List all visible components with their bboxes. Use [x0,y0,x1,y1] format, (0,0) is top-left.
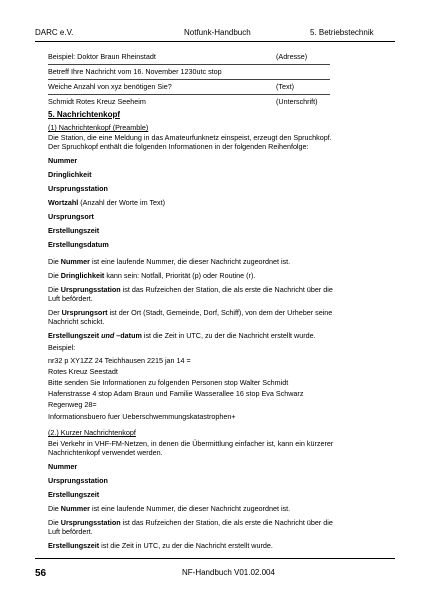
example-box-divider [48,94,330,95]
field-label: Ursprungsstation [48,476,108,485]
definition-dringlichkeit [48,271,255,280]
text-run: Die [48,285,61,294]
section-title: 5. Nachrichtenkopf [48,110,121,119]
term: Ursprungsstation [60,518,121,527]
field-label: Erstellungsdatum [48,240,109,249]
header-center: Notfunk-Handbuch [184,28,251,37]
text-run: ist eine laufende Nummer, die dieser Nachricht zugeordnet ist. [89,504,291,513]
field-label: Erstellungszeit [48,226,100,235]
term: Erstellungszeit [48,331,102,340]
field-label: Erstellungszeit [48,490,100,499]
definition-ursprungsstation-cont: Luft befördert. [48,527,93,536]
subsection-1-title: (1) Nachrichtenkopf (Preamble) [48,123,149,132]
footer-rule [35,558,395,559]
term: Ursprungsort [61,308,108,317]
example-line: nr32 p XY1ZZ 24 Teichhausen 2215 jan 14 = [48,356,191,365]
term: Erstellungszeit [48,541,100,550]
example-box-line: Beispiel: Doktor Braun Rheinstadt [48,52,156,61]
text-run: Der [48,308,62,317]
example-box-divider [48,79,330,80]
term: Nummer [60,504,90,513]
subsection-2-title: (2.) Kurzer Nachrichtenkopf [48,428,136,437]
definition-erstellungszeit [48,541,273,550]
intro-line: Nachrichtenkopf verwendet werden. [48,448,163,457]
example-box-tag: (Text) [276,82,294,91]
text-run: Die [48,257,61,266]
definition-ursprungsort-cont: Nachricht schickt. [48,317,105,326]
footer-text: NF-Handbuch V01.02.004 [182,568,275,577]
field-label: Nummer [48,462,78,471]
example-box-line: Betreff Ihre Nachricht vom 16. November 1230utc stop [48,67,222,76]
text-run: ist der Ort (Stadt, Gemeinde, Dorf, Schiff), von dem der Urheber seine [107,308,333,317]
definition-ursprungsstation [48,518,333,527]
definition-erstellungszeit [48,331,316,340]
term: Ursprungsstation [60,285,121,294]
field-label-with-note [48,198,165,207]
text-run: ist das Rufzeichen der Station, die als erste die Nachricht über die [120,285,333,294]
field-note: (Anzahl der Worte im Text) [78,198,166,207]
field-label: Ursprungsstation [48,184,108,193]
example-label: Beispiel: [48,343,76,352]
example-line: Rotes Kreuz Seestadt [48,367,118,376]
example-line: Hafenstrasse 4 stop Adam Braun und Familie Wasserallee 16 stop Eva Schwarz [48,389,304,398]
text-run: ist die Zeit in UTC, zu der die Nachricht erstellt wurde. [99,541,273,550]
text-run: Die [48,518,61,527]
field-label: Wortzahl [48,198,79,207]
text-run: ist eine laufende Nummer, die dieser Nachricht zugeordnet ist. [89,257,291,266]
field-label: Ursprungsort [48,212,94,221]
definition-nummer [48,257,290,266]
field-label: Nummer [48,156,78,165]
definition-ursprungsstation [48,285,333,294]
definition-ursprungsstation-cont: Luft befördert. [48,294,93,303]
text-run: ist das Rufzeichen der Station, die als erste die Nachricht über die [120,518,333,527]
example-box-line: Schmidt Rotes Kreuz Seeheim [48,97,146,106]
definition-ursprungsort [48,308,332,317]
text-run: kann sein: Notfall, Priorität (p) oder Routine (r). [104,271,256,280]
term: –datum [114,331,142,340]
term: Dringlichkeit [60,271,105,280]
field-label: Dringlichkeit [48,170,92,179]
header-rule [35,41,395,42]
example-box-tag: (Adresse) [276,52,308,61]
text-run: Die [48,271,61,280]
example-box-tag: (Unterschrift) [276,97,318,106]
example-box-divider [48,64,330,65]
example-line: Informationsbuero fuer Ueberschwemmungskatastrophen+ [48,412,236,421]
example-box-line: Weiche Anzahl von xyz benötigen Sie? [48,82,172,91]
term: Nummer [60,257,90,266]
definition-nummer [48,504,290,513]
text-run: Die [48,504,61,513]
intro-line: Bei Verkehr in VHF-FM-Netzen, in denen die Übermittlung einfacher ist, kann ein kürzerer [48,439,334,448]
term: und [101,331,115,340]
example-line: Regenweg 28= [48,400,97,409]
header-right: 5. Betriebstechnik [310,28,374,37]
intro-line: Der Spruchkopf enthält die folgenden Informationen in der folgenden Reihenfolge: [48,142,309,151]
text-run: ist die Zeit in UTC, zu der die Nachricht erstellt wurde. [141,331,316,340]
example-line: Bitte senden Sie Informationen zu folgenden Personen stop Walter Schmidt [48,378,289,387]
intro-line: Die Station, die eine Meldung in das Amateurfunknetz einspeist, erzeugt den Spruchkopf. [48,133,332,142]
header-left: DARC e.V. [35,28,74,37]
page-number: 56 [35,568,47,579]
